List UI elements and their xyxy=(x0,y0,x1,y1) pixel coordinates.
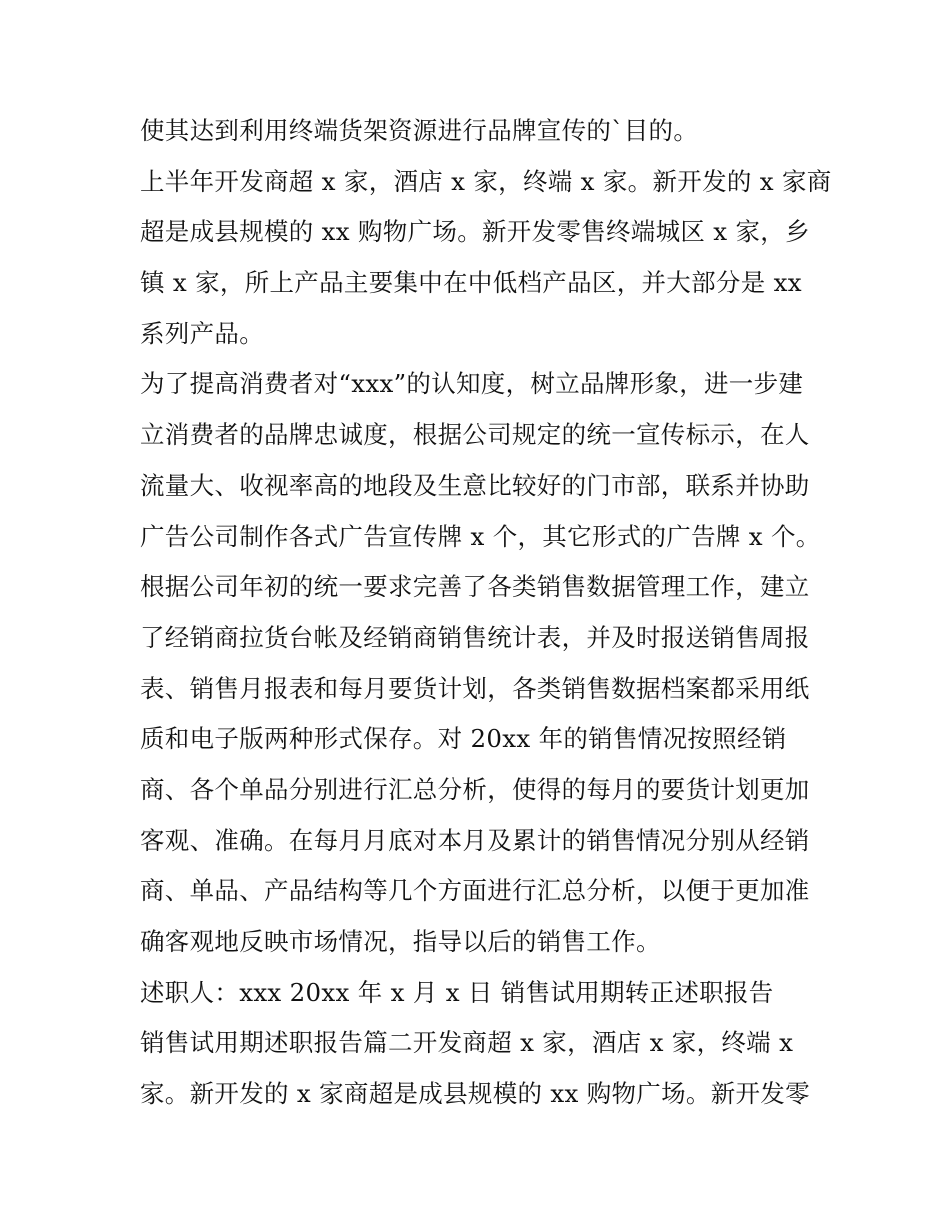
text-line: 家。新开发的 x 家商超是成县规模的 xx 购物广场。新开发零 xyxy=(140,1079,810,1109)
text-line: 镇 x 家，所上产品主要集中在中低档产品区，并大部分是 xx xyxy=(140,268,802,298)
text-line: 上半年开发商超 x 家，酒店 x 家，终端 x 家。新开发的 x 家商 xyxy=(140,166,832,196)
document-body xyxy=(140,106,832,1120)
text-line: 流量大、收视率高的地段及生意比较好的门市部，联系并协助 xyxy=(140,470,810,500)
text-line: 立消费者的品牌忠诚度，根据公司规定的统一宣传标示，在人 xyxy=(140,420,810,450)
text-line: 为了提高消费者对“xxx”的认知度，树立品牌形象，进一步建 xyxy=(140,369,804,399)
signature-line: 述职人：xxx 20xx 年 x 月 x 日 销售试用期转正述职报告 xyxy=(140,977,774,1007)
text-line: 使其达到利用终端货架资源进行品牌宣传的`目的。 xyxy=(140,116,699,145)
text-line: 商、单品、产品结构等几个方面进行汇总分析，以便于更加准 xyxy=(140,876,810,906)
text-line: 客观、准确。在每月月底对本月及累计的销售情况分别从经销 xyxy=(140,825,810,855)
text-line: 超是成县规模的 xx 购物广场。新开发零售终端城区 x 家，乡 xyxy=(140,217,810,247)
text-line: 销售试用期述职报告篇二开发商超 x 家，酒店 x 家，终端 x xyxy=(140,1028,794,1058)
text-line: 系列产品。 xyxy=(140,318,264,348)
text-line: 广告公司制作各式广告宣传牌 x 个，其它形式的广告牌 x 个。 xyxy=(140,521,821,551)
text-line: 商、各个单品分别进行汇总分析，使得的每月的要货计划更加 xyxy=(140,774,810,804)
text-line: 表、销售月报表和每月要货计划，各类销售数据档案都采用纸 xyxy=(140,673,810,703)
text-line: 根据公司年初的统一要求完善了各类销售数据管理工作，建立 xyxy=(140,572,810,602)
text-line: 质和电子版两种形式保存。对 20xx 年的销售情况按照经销 xyxy=(140,724,787,754)
text-line: 了经销商拉货台帐及经销商销售统计表，并及时报送销售周报 xyxy=(140,622,810,652)
text-line: 确客观地反映市场情况，指导以后的销售工作。 xyxy=(140,927,661,956)
